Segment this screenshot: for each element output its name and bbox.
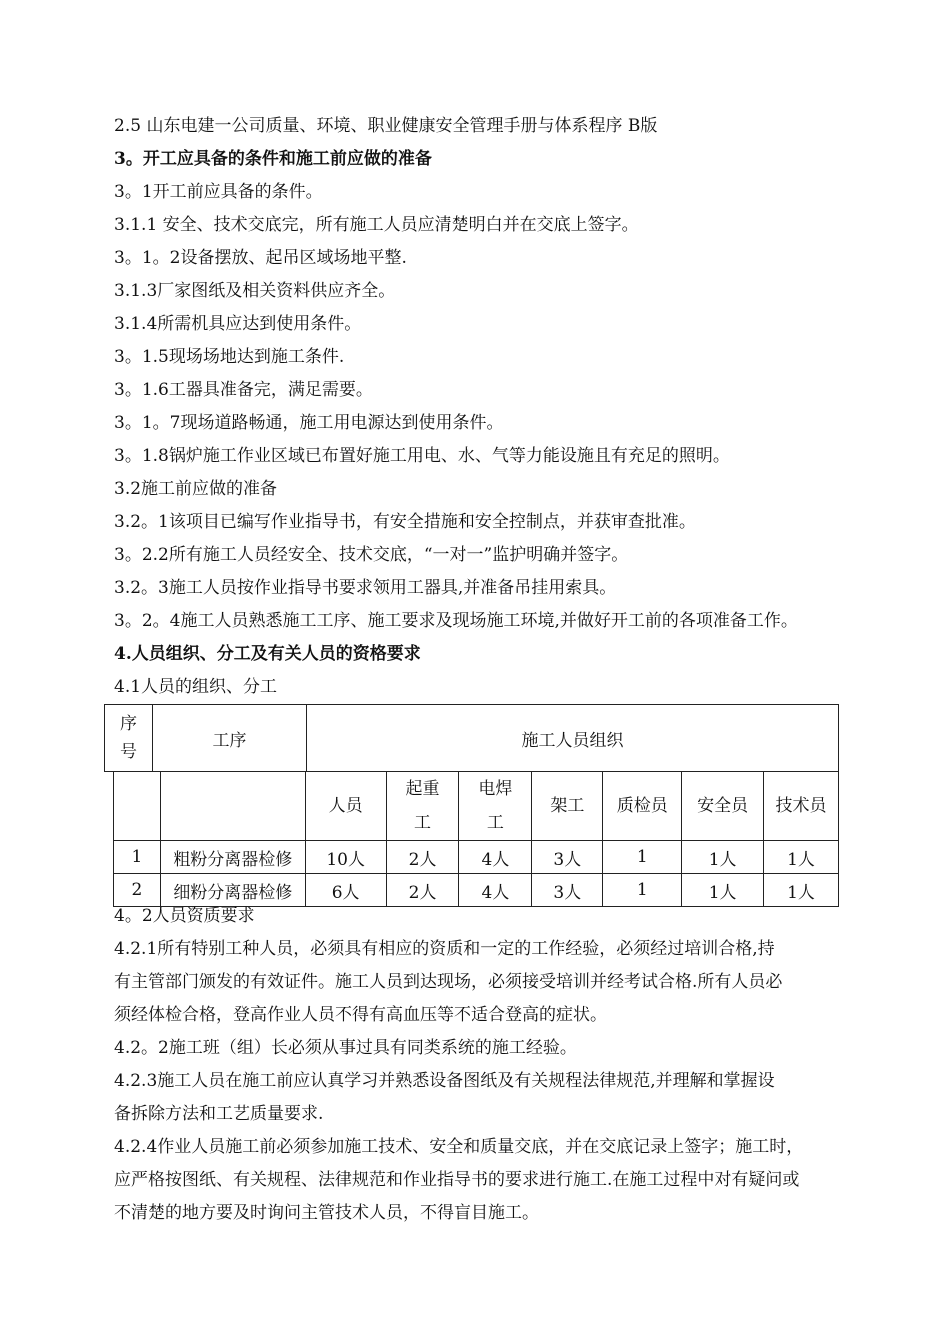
sub-header-cell <box>459 772 532 841</box>
count-cell: 3人 <box>532 874 603 907</box>
paragraph-line: 须经体检合格，登高作业人员不得有高血压等不适合登高的症状。 <box>114 1005 607 1025</box>
table-row <box>114 874 839 907</box>
clause-line: 3。1.8锅炉施工作业区域已布置好施工用电、水、气等力能设施且有充足的照明。 <box>114 446 730 466</box>
sub-header-cell <box>532 772 603 841</box>
empty-cell <box>114 772 161 841</box>
process-cell: 粗粉分离器检修 <box>160 841 305 874</box>
sub-header-cell <box>305 772 386 841</box>
clause-line: 3。1。7现场道路畅通，施工用电源达到使用条件。 <box>114 413 504 433</box>
sub-header-text: 人员 <box>328 796 363 816</box>
sub-header-text: 工 <box>486 813 504 833</box>
reference-line: 2.5 山东电建一公司质量、环境、职业健康安全管理手册与体系程序 B版 <box>114 116 658 136</box>
clause-line: 3.2。1该项目已编写作业指导书，有安全措施和安全控制点，并获审查批准。 <box>114 512 696 532</box>
count-cell: 1人 <box>682 874 764 907</box>
clause-line: 3。1。2设备摆放、起吊区域场地平整. <box>114 248 407 268</box>
clause-line: 3。1.5现场场地达到施工条件. <box>114 347 345 367</box>
sub-header-text: 安全员 <box>697 796 749 816</box>
sub-header-text: 工 <box>414 813 432 833</box>
empty-cell <box>160 772 305 841</box>
staff-table-body <box>113 771 839 907</box>
paragraph-line: 4.2.1所有特别工种人员，必须具有相应的资质和一定的工作经验，必须经过培训合格,持 <box>114 939 775 959</box>
seq-cell: 2 <box>114 874 161 907</box>
seq-cell: 1 <box>114 841 161 874</box>
subsection-heading: 3.2施工前应做的准备 <box>114 479 278 499</box>
clause-line: 3。2.2所有施工人员经安全、技术交底，“一对一”监护明确并签字。 <box>114 545 629 565</box>
sub-header-cell <box>764 772 839 841</box>
sub-header-text: 起重 <box>405 779 440 799</box>
count-cell: 2人 <box>386 841 459 874</box>
sub-header-row <box>114 772 839 841</box>
paragraph-line: 有主管部门颁发的有效证件。施工人员到达现场，必须接受培训并经考试合格.所有人员必 <box>114 972 783 992</box>
clause-line: 3.1.4所需机具应达到使用条件。 <box>114 314 362 334</box>
paragraph-line: 应严格按图纸、有关规程、法律规范和作业指导书的要求进行施工.在施工过程中对有疑问或 <box>114 1170 800 1190</box>
sub-header-text: 技术员 <box>775 796 827 816</box>
table-row <box>114 841 839 874</box>
subsection-heading: 4。2人员资质要求 <box>114 906 255 926</box>
process-cell: 细粉分离器检修 <box>160 874 305 907</box>
count-cell: 1人 <box>764 874 839 907</box>
section-heading: 4.人员组织、分工及有关人员的资格要求 <box>114 644 421 664</box>
clause-line: 3.2。3施工人员按作业指导书要求领用工器具,并准备吊挂用索具。 <box>114 578 617 598</box>
count-cell: 6人 <box>305 874 386 907</box>
sub-header-text: 质检员 <box>616 796 668 816</box>
sub-header-text: 电焊 <box>478 779 513 799</box>
sub-header-text: 架工 <box>550 796 585 816</box>
seq-header-cell <box>105 705 153 772</box>
count-cell: 4人 <box>459 841 532 874</box>
paragraph-line: 4.2.3施工人员在施工前应认真学习并熟悉设备图纸及有关规程法律规范,并理解和掌握设 <box>114 1071 775 1091</box>
count-cell: 1人 <box>682 841 764 874</box>
sub-header-cell <box>386 772 459 841</box>
section-heading: 3。开工应具备的条件和施工前应做的准备 <box>114 149 432 169</box>
count-cell: 1 <box>603 841 682 874</box>
subsection-heading: 4.1人员的组织、分工 <box>114 677 278 697</box>
seq-header-char: 号 <box>120 742 137 762</box>
group-header-cell: 施工人员组织 <box>307 705 839 772</box>
count-cell: 1 <box>603 874 682 907</box>
paragraph-line: 备拆除方法和工艺质量要求. <box>114 1104 324 1124</box>
sub-header-cell <box>603 772 682 841</box>
process-header-cell: 工序 <box>153 705 307 772</box>
paragraph-line: 4.2.4作业人员施工前必须参加施工技术、安全和质量交底，并在交底记录上签字；施工时， <box>114 1137 804 1157</box>
count-cell: 10人 <box>305 841 386 874</box>
subsection-heading: 3。1开工前应具备的条件。 <box>114 182 323 202</box>
count-cell: 1人 <box>764 841 839 874</box>
count-cell: 2人 <box>386 874 459 907</box>
count-cell: 4人 <box>459 874 532 907</box>
paragraph-line: 4.2。2施工班（组）长必须从事过具有同类系统的施工经验。 <box>114 1038 577 1058</box>
clause-line: 3。1.6工器具准备完，满足需要。 <box>114 380 373 400</box>
clause-line: 3。2。4施工人员熟悉施工工序、施工要求及现场施工环境,并做好开工前的各项准备工作。 <box>114 611 798 631</box>
seq-header-char: 序 <box>120 714 137 734</box>
clause-line: 3.1.3厂家图纸及相关资料供应齐全。 <box>114 281 396 301</box>
count-cell: 3人 <box>532 841 603 874</box>
clause-line: 3.1.1 安全、技术交底完，所有施工人员应清楚明白并在交底上签字。 <box>114 215 639 235</box>
sub-header-cell <box>682 772 764 841</box>
staff-table-header <box>104 704 839 772</box>
paragraph-line: 不清楚的地方要及时询问主管技术人员，不得盲目施工。 <box>114 1203 539 1223</box>
